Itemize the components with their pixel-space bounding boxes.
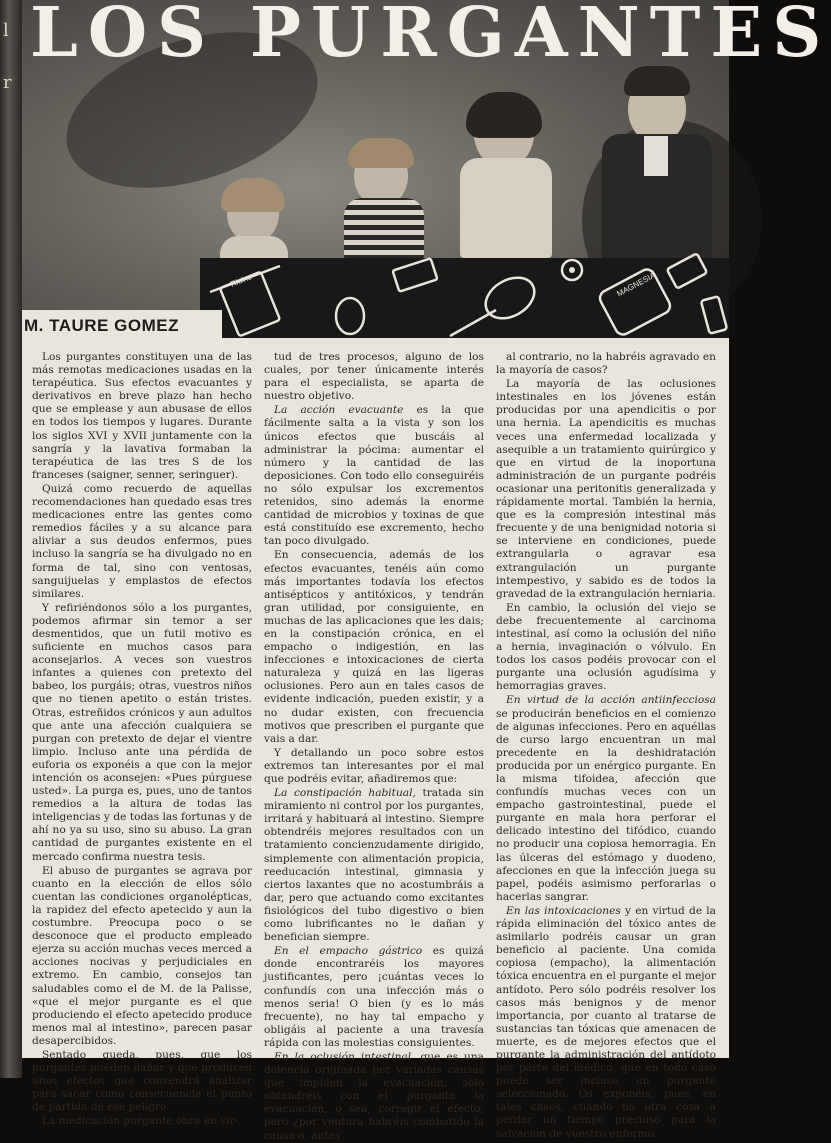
medicine-bottles-drawing — [200, 258, 729, 338]
text-column-2 — [264, 351, 484, 1142]
paragraph — [264, 404, 484, 548]
paragraph-text: es la que fácilmente salta a la vista y son los únicos efectos que buscáis al administrar la pócima: aumentar el número y la cantidad de las deposiciones. Con todo ello conseguiréis no sólo expulsar los excrementos retenidos, sino además la enorme cantidad de microbios y toxinas de que está constituído ese excremento, hecho tan poco divulgado. — [264, 404, 484, 548]
paragraph — [264, 747, 484, 786]
paragraph — [264, 549, 484, 745]
paragraph-text: Y detallando un poco sobre estos extremos tan interesantes por el mal que podréis evitar, añadiremos que: — [264, 746, 484, 785]
paragraph — [496, 905, 716, 1141]
article-body — [32, 351, 725, 1142]
paragraph — [264, 945, 484, 1050]
paragraph — [32, 1049, 252, 1114]
paragraph — [32, 602, 252, 864]
adjacent-page-edge — [0, 0, 22, 1078]
paragraph-text: Los purgantes constituyen una de las más remotas medicaciones usadas en la terapéutica. Sus efectos evacuantes y derivativos en breve plazo han hecho que se emplease y aun abusase de ellos en todos los tiempos y lugares. Durante los siglos XVI y XVII juntamente con la sangría y la lavativa formaban la terapéutica de las tres S de los franceses (saigner, senner, seringuer). — [32, 351, 252, 481]
paragraph-text: tud de tres procesos, alguno de los cuales, por tener únicamente interés para el especialista, se aparta de nuestro objetivo. — [264, 351, 484, 403]
bottle-label-right: MAGNESIA — [615, 270, 657, 299]
paragraph-text: La mayoría de las oclusiones intestinales en los jóvenes están producidas por una apendicitis o por una hernia. La apendicitis es muchas veces una enfermedad localizada y asequible a un tratamiento quirúrgico y que en virtud de la inoportuna administración de un purgante podréis ocasionar una peritonitis generalizada y rápidamente mortal. También la hernia, que es la compresión intestinal más frecuente y de una benignidad notoria si se interviene en condiciones, puede extrangularla o agravar esa extrangulación un purgante intempestivo, y sabido es de todos la gravedad de la extrangulación herniaria. — [496, 378, 716, 600]
paragraph-text: En consecuencia, además de los efectos evacuantes, tenéis aún como más importantes todavía los efectos antisépticos y antitóxicos, y tendrán gran utilidad, por consiguiente, en muchas de las aplicaciones que les dais; en la constipación crónica, en el empacho o indigestión, en las infecciones e intoxicaciones de cierta naturaleza y quizá en las ligeras oclusiones. Pero aun en tales casos de evidente indicación, pueden existir, y a no dudar existen, con frecuencia motivos que prescriben el purgante que vais a dar. — [264, 549, 484, 745]
paragraph-text: La medicación purgante obra en vir- — [42, 1115, 239, 1128]
paragraph-lead: La constipación habitual, — [274, 787, 416, 800]
paragraph-lead: En el empacho gástrico — [274, 945, 423, 958]
paragraph-text: En cambio, la oclusión del viejo se debe frecuentemente al carcinoma intestinal, así como la oclusión del niño a hernia, invaginación o vólvulo. En todos los casos podéis provocar con el purgante una oclusión agudísima y hemorragias graves. — [496, 601, 716, 693]
article-author: M. TAURE GOMEZ — [24, 316, 179, 335]
paragraph — [264, 1051, 484, 1143]
paragraph-text: tratada sin miramiento ni control por los purgantes, irritará y habituará al intestino. Siempre obtendréis mejores resultados con un tratamiento concienzudamente dirigido, simplemente con alimentación propicia, reeducación intestinal, gimnasia y ciertos laxantes que no acostumbráis a dar, pero que actuando como excitantes fisiológicos del tubo digestivo o bien como lubrificantes no le dañan y benefician siempre. — [264, 787, 484, 944]
paragraph-text: El abuso de purgantes se agrava por cuanto en la elección de ellos sólo cuentan las condiciones organolépticas, la rapidez del efecto apetecido y aun la costumbre. Preocupa poco o se desconoce que el producto empleado ejerza su acción muchas veces merced a acciones nocivas y perjudiciales en extremo. En cambio, consejos tan saludables como el de M. de la Palisse, «que el mejor purgante es el que produciendo el efecto apetecido produce menos mal al intestino», parecen pasar desapercibidos. — [32, 864, 252, 1047]
paragraph — [32, 483, 252, 601]
paragraph — [496, 378, 716, 601]
bottle-label-left: Ricino — [229, 272, 254, 289]
paragraph-lead: En virtud de la acción antiinfecciosa — [506, 694, 716, 707]
header-photo — [22, 0, 831, 338]
paragraph-text: se producirán beneficios en el comienzo de algunas infecciones. Pero en aquéllas de curso largo encuentran un mal precedente en la deshidratación producida por un enérgico purgante. En la misma tifoidea, afección que confundís muchas veces con un empacho gastrointestinal, puede el purgante en mala hora perforar el delicado intestino del tifódico, cuando no producir una copiosa hemorragia. En las úlceras del estómago y duodeno, afecciones en que la infección juega su papel, podéis asimismo perforarlas o hacerlas sangrar. — [496, 707, 716, 903]
paragraph-text: al contrario, no la habréis agravado en la mayoría de casos? — [496, 351, 716, 377]
text-column-1 — [32, 351, 252, 1128]
paragraph-lead: En las intoxicaciones — [506, 904, 621, 917]
paragraph-text: y en virtud de la rápida eliminación del tóxico antes de asimilarlo podréis causar un gran beneficio al paciente. Una comida copiosa (empacho), la alimentación tóxica encuentra en el purgante el mejor antídoto. Pero sólo podréis resolver los casos más benignos y de menor importancia, por cuanto al tratarse de sustancias tan tóxicas que amenacen de muerte, es de mejores efectos que el purgante la administración del antídoto por parte del médico, que en todo caso puede ser incluso un purgante seleccionado. Os exponéis, pues, en tales casos, cuando no otra cosa a perder un tiempo precioso para la salvación de vuestro enfermo. — [496, 904, 716, 1140]
paragraph — [496, 694, 716, 904]
magazine-page — [22, 0, 831, 1142]
paragraph-text: que es una dolencia originada por variadas causas que impiden la evacuación, sólo obtendréis con el purgante la evacuación, o sea, corregir el efecto; pero ¿por ventura habréis combatido la causa o, antes — [264, 1050, 484, 1142]
paragraph-text: es quizá donde encontraréis los mayores justificantes, pero ¡cuántas veces lo confundís con una infección más o menos seria! O bien (y es lo más frecuente), no hay tal empacho y obligáis al paciente a una travesía rápida con las molestias consiguientes. — [264, 945, 484, 1049]
paragraph-lead: En la oclusión intestinal, — [274, 1050, 415, 1063]
paragraph — [32, 865, 252, 1048]
margin-glyph: r — [3, 72, 12, 93]
medicine-illustration — [200, 258, 729, 338]
article-title: LOS PURGANTES — [30, 0, 831, 73]
paragraph — [32, 351, 252, 482]
paragraph — [496, 602, 716, 694]
margin-glyph: l — [3, 20, 9, 41]
paragraph — [264, 351, 484, 403]
paragraph-text: Sentado queda, pues, que los purgantes pueden dañar y que producen unos efectos que convendrá analizar para sacar como consecuencia el punto de partida de ese peligro. — [32, 1048, 252, 1114]
paragraph-text: Quizá como recuerdo de aquellas recomendaciones han quedado esas tres medicaciones entre las gentes como remedios fáciles y a su alcance para aliviar a sus deudos enfermos, pues incluso la sangría se ha divulgado no en forma de tal, sino con ventosas, sanguijuelas y emplastos de efectos similares. — [32, 482, 252, 600]
paragraph-text: Y refiriéndonos sólo a los purgantes, podemos afirmar sin temor a ser desmentidos, que un futil motivo es suficiente en muchos casos para aconsejarlos. A veces son vuestros infantes a quienes con pretexto del babeo, los purgáis; otras, vuestros niños que no tienen apetito o están tristes. Otras, estreñidos crónicos y aun adultos que ante una afección cualquiera se purgan con pretexto de dejar el vientre limpio. Incluso ante una pérdida de euforia os exponéis a que con la mejor intención os aconsejen: «Pues púrguese usted». La purga es, pues, uno de tantos remedios a la altura de todas las inteligencias y de todas las fortunas y de ahí no ya su uso, sino su abuso. La gran cantidad de purgantes existente en el mercado confirma nuestra tesis. — [32, 601, 252, 863]
paragraph — [496, 351, 716, 377]
paragraph — [264, 787, 484, 944]
text-column-3 — [496, 351, 716, 1140]
paragraph-lead: La acción evacuante — [274, 404, 404, 417]
paragraph — [32, 1115, 252, 1128]
